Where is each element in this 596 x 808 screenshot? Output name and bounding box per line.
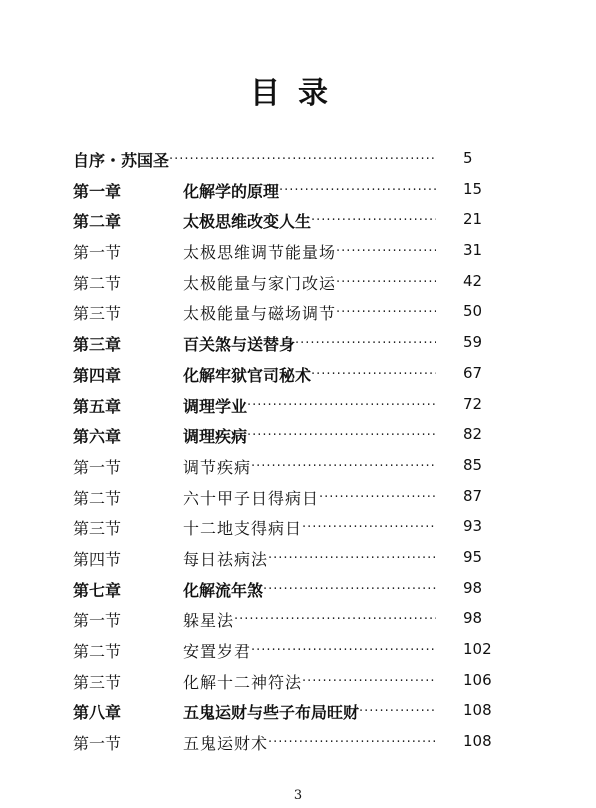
toc-row[interactable] — [0, 639, 596, 670]
dot-leader — [263, 578, 436, 597]
toc-chapter-label: 第二节 — [73, 642, 122, 661]
toc-entry-title: 化解流年煞 — [183, 580, 264, 600]
toc-title-line — [183, 363, 436, 386]
toc-entry-title: 躲星法 — [183, 611, 235, 631]
toc-page-number: 72 — [463, 394, 483, 413]
dot-leader — [302, 670, 436, 689]
dot-leader — [311, 209, 436, 228]
toc-page-number: 108 — [463, 701, 492, 720]
dot-leader — [247, 424, 436, 443]
toc-chapter-label: 第一节 — [73, 734, 122, 754]
dot-leader — [279, 179, 436, 198]
toc-row[interactable] — [0, 516, 596, 547]
toc-row[interactable] — [0, 578, 596, 609]
toc-entry-title: 太极能量与磁场调节 — [183, 304, 337, 324]
dot-leader — [295, 332, 436, 351]
toc-title-line — [183, 670, 436, 693]
toc-row[interactable] — [0, 455, 596, 486]
toc-title-line — [73, 148, 436, 171]
toc-page-number: 87 — [463, 486, 483, 505]
toc-page-number: 31 — [463, 241, 483, 260]
toc-page-number: 59 — [463, 333, 483, 352]
toc-page-number: 106 — [463, 670, 492, 689]
toc-page-number: 82 — [463, 425, 483, 444]
dot-leader — [336, 301, 436, 320]
toc-row[interactable] — [0, 731, 596, 762]
toc-page-number: 67 — [463, 363, 483, 382]
toc-chapter-label: 第三节 — [73, 304, 122, 324]
dot-leader — [169, 148, 436, 167]
toc-page-number: 21 — [463, 210, 483, 229]
toc-row[interactable] — [0, 424, 596, 455]
toc-page-number: 50 — [463, 302, 483, 321]
toc-entry-title: 五鬼运财与些子布局旺财 — [183, 703, 360, 723]
toc-row[interactable] — [0, 301, 596, 332]
toc-entry-title: 六十甲子日得病日 — [183, 488, 320, 508]
dot-leader — [336, 271, 436, 290]
toc-entry-title: 化解学的原理 — [183, 181, 280, 201]
toc-chapter-label: 第四节 — [73, 549, 122, 569]
toc-row[interactable] — [0, 547, 596, 578]
toc-page-number: 5 — [463, 149, 473, 167]
toc-title-line — [183, 394, 436, 417]
toc-title-line — [183, 455, 436, 478]
toc-page-number: 85 — [463, 455, 483, 474]
toc-entry-title: 每日祛病法 — [183, 549, 269, 569]
table-of-contents — [0, 148, 596, 762]
toc-title-line — [183, 731, 436, 754]
toc-title-line — [183, 700, 436, 723]
toc-title-line — [183, 639, 436, 662]
toc-page-number: 98 — [463, 609, 483, 628]
toc-chapter-label: 第八章 — [73, 703, 122, 723]
toc-page-number: 98 — [463, 578, 483, 597]
toc-chapter-label: 第三节 — [73, 519, 122, 539]
toc-chapter-label: 第二节 — [73, 488, 122, 508]
dot-leader — [302, 516, 436, 535]
toc-page-number: 95 — [463, 547, 483, 566]
dot-leader — [319, 486, 436, 505]
toc-entry-title: 调理疾病 — [183, 427, 248, 447]
toc-page-number: 108 — [463, 732, 492, 751]
toc-row[interactable] — [0, 486, 596, 517]
toc-page-number: 42 — [463, 271, 483, 290]
toc-title-line — [183, 271, 436, 294]
toc-title-line — [183, 179, 436, 202]
toc-chapter-label: 第一节 — [73, 611, 122, 631]
toc-row[interactable] — [0, 271, 596, 302]
toc-title-line — [183, 486, 436, 509]
toc-entry-title: 调节疾病 — [183, 457, 252, 477]
toc-chapter-label: 第二章 — [73, 212, 122, 232]
toc-row[interactable] — [0, 700, 596, 731]
toc-chapter-label: 第一节 — [73, 457, 122, 477]
toc-title-line — [183, 424, 436, 447]
toc-chapter-label: 第五章 — [73, 396, 122, 416]
toc-entry-title: 化解十二神符法 — [183, 672, 303, 692]
page-number: 3 — [293, 788, 303, 803]
toc-page-number: 93 — [463, 517, 483, 536]
toc-title-line — [183, 608, 436, 631]
dot-leader — [359, 700, 436, 719]
toc-chapter-label: 第一章 — [73, 181, 122, 201]
toc-row[interactable] — [0, 179, 596, 210]
toc-title-line — [183, 332, 436, 355]
dot-leader — [336, 240, 436, 259]
toc-page-number: 102 — [463, 640, 492, 658]
toc-title-line — [183, 240, 436, 263]
dot-leader — [251, 639, 436, 658]
toc-row[interactable] — [0, 394, 596, 425]
toc-entry-title: 调理学业 — [183, 396, 248, 416]
toc-entry-title: 安置岁君 — [183, 642, 252, 661]
toc-entry-title: 自序・苏国圣 — [73, 151, 170, 170]
toc-entry-title: 五鬼运财术 — [183, 734, 269, 754]
toc-entry-title: 太极思维调节能量场 — [183, 243, 337, 263]
toc-page-number: 15 — [463, 179, 483, 198]
toc-chapter-label: 第六章 — [73, 427, 122, 447]
toc-row[interactable] — [0, 240, 596, 271]
toc-row[interactable] — [0, 670, 596, 701]
toc-chapter-label: 第二节 — [73, 273, 122, 293]
toc-title-line — [183, 301, 436, 324]
toc-row[interactable] — [0, 363, 596, 394]
toc-entry-title: 百关煞与送替身 — [183, 335, 296, 355]
toc-title-line — [183, 578, 436, 601]
toc-row[interactable] — [0, 608, 596, 639]
toc-title-line — [183, 516, 436, 539]
dot-leader — [311, 363, 436, 382]
toc-entry-title: 化解牢狱官司秘术 — [183, 365, 312, 385]
toc-entry-title: 太极思维改变人生 — [183, 212, 312, 232]
toc-chapter-label: 第一节 — [73, 243, 122, 263]
toc-entry-title: 太极能量与家门改运 — [183, 273, 337, 293]
toc-row[interactable] — [0, 209, 596, 240]
page-title: 目录 — [250, 76, 346, 111]
dot-leader — [247, 394, 436, 413]
dot-leader — [268, 731, 436, 750]
toc-entry-title: 十二地支得病日 — [183, 519, 303, 539]
toc-row[interactable] — [0, 148, 596, 179]
toc-chapter-label: 第三节 — [73, 672, 122, 692]
toc-title-line — [183, 547, 436, 570]
toc-row[interactable] — [0, 332, 596, 363]
dot-leader — [234, 608, 436, 627]
dot-leader — [251, 455, 436, 474]
toc-title-line — [183, 209, 436, 232]
toc-chapter-label: 第七章 — [73, 580, 122, 600]
toc-chapter-label: 第三章 — [73, 335, 122, 355]
toc-chapter-label: 第四章 — [73, 365, 122, 385]
dot-leader — [268, 547, 436, 566]
